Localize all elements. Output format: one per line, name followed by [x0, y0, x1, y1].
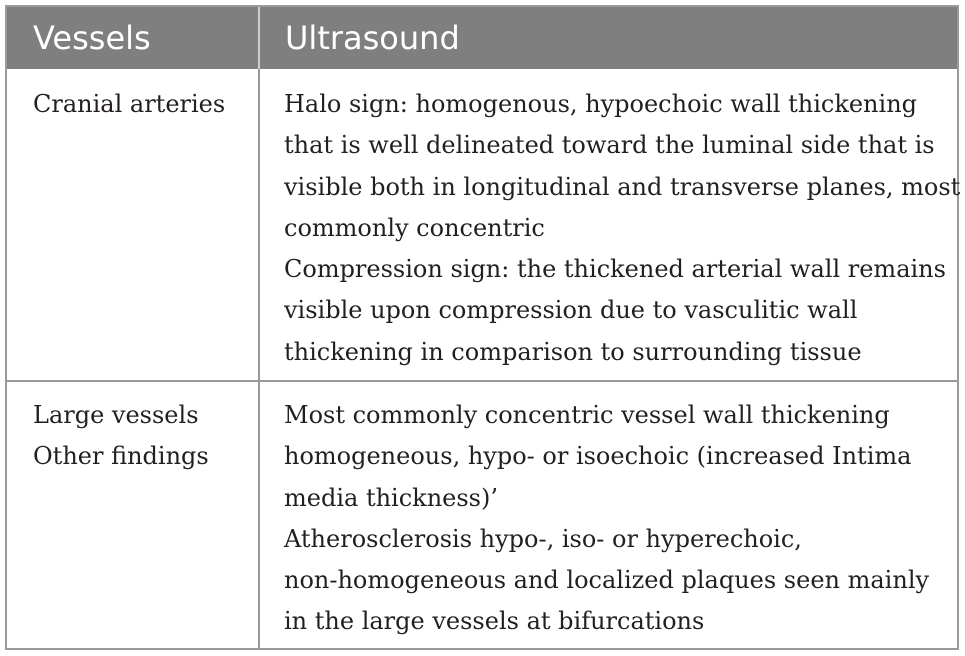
row-2-vessels-line: Large vessels — [33, 401, 199, 429]
row-2-vessels-line: Other findings — [33, 442, 209, 471]
row-2-ultrasound-cell — [284, 395, 929, 643]
row-1-ultrasound-line: commonly concentric — [284, 213, 545, 242]
row-1-ultrasound-line: that is well delineated toward the luminal side that is — [284, 131, 935, 160]
row-2-ultrasound-line: homogeneous, hypo- or isoechoic (increased Intima — [284, 442, 912, 471]
row-2-ultrasound-line: media thickness)’ — [284, 483, 498, 512]
row-1-ultrasound-line: Compression sign: the thickened arterial wall remains — [284, 255, 946, 284]
row-divider — [7, 380, 957, 382]
row-2-ultrasound-line: non-homogeneous and localized plaques seen mainly — [284, 566, 930, 595]
row-1-ultrasound-line: visible both in longitudinal and transverse planes, most — [284, 172, 961, 201]
header-column-divider — [258, 7, 260, 69]
column-divider — [258, 69, 260, 648]
row-2-ultrasound-line: Most commonly concentric vessel wall thickening — [284, 401, 890, 429]
row-1-vessels-line: Cranial arteries — [33, 90, 226, 118]
table-header-row — [7, 7, 957, 69]
row-1-vessels-cell — [33, 84, 225, 125]
row-1-ultrasound-cell — [284, 84, 960, 373]
header-ultrasound: Ultrasound — [285, 19, 460, 57]
row-1-ultrasound-line: thickening in comparison to surrounding tissue — [284, 337, 862, 366]
row-2-ultrasound-line: Atherosclerosis hypo-, iso- or hyperechoic, — [284, 524, 802, 553]
row-2-ultrasound-line: in the large vessels at bifurcations — [284, 607, 705, 636]
row-1-ultrasound-line: visible upon compression due to vasculitic wall — [284, 296, 858, 325]
row-1-ultrasound-line: Halo sign: homogenous, hypoechoic wall thickening — [284, 90, 918, 118]
findings-table — [5, 5, 959, 650]
header-vessels: Vessels — [33, 19, 151, 57]
row-2-vessels-cell — [33, 395, 209, 478]
